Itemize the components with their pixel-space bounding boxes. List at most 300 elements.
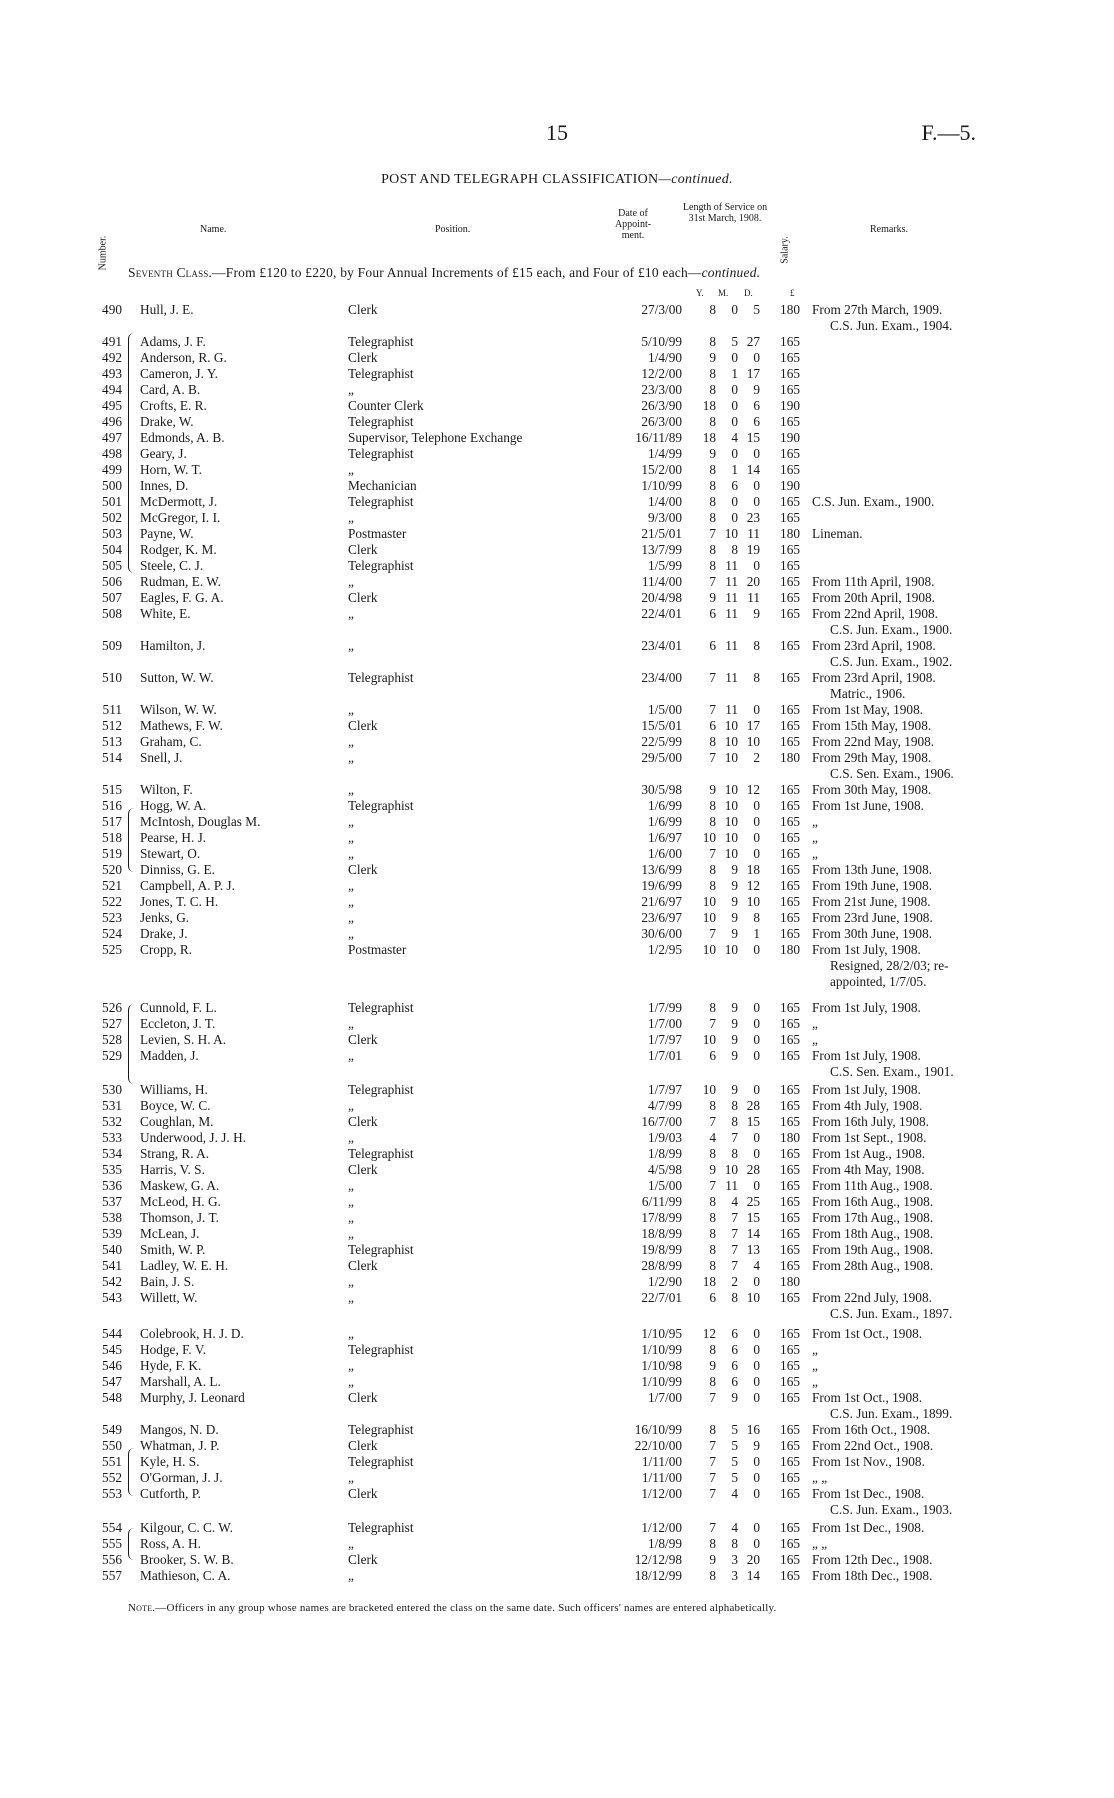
row-position: Supervisor, Telephone Exchange	[348, 430, 523, 445]
row-position: Telegraphist	[348, 446, 414, 461]
row-number: 537	[102, 1194, 122, 1209]
row-remarks: From 13th June, 1908.	[812, 862, 933, 877]
row-months: 0	[731, 446, 738, 461]
row-date: 1/6/99	[648, 814, 682, 829]
row-days: 0	[753, 1342, 760, 1357]
row-months: 10	[724, 814, 738, 829]
page-number: 15	[546, 120, 568, 145]
table-row	[0, 350, 1114, 366]
row-days: 0	[753, 1326, 760, 1341]
row-months: 5	[731, 1470, 738, 1485]
row-remarks: From 15th May, 1908.	[812, 718, 932, 733]
row-position: „	[348, 1374, 354, 1389]
row-number: 548	[102, 1390, 122, 1405]
row-months: 4	[731, 1520, 738, 1535]
row-months: 7	[731, 1242, 738, 1257]
row-name: Rodger, K. M.	[140, 542, 217, 557]
row-date: 1/6/00	[648, 846, 682, 861]
row-months: 9	[731, 878, 738, 893]
row-salary: 165	[780, 1098, 800, 1113]
row-position: Clerk	[348, 590, 378, 605]
row-date: 15/5/01	[641, 718, 682, 733]
row-position: Telegraphist	[348, 1454, 414, 1469]
row-remarks: „	[812, 830, 818, 845]
table-row	[0, 398, 1114, 414]
table-row	[0, 1130, 1114, 1146]
row-years: 18	[702, 398, 716, 413]
row-days: 12	[746, 878, 760, 893]
table-row	[0, 478, 1114, 494]
row-position: „	[348, 1210, 354, 1225]
row-name: McLeod, H. G.	[140, 1194, 221, 1209]
row-years: 7	[709, 926, 716, 941]
table-row	[0, 558, 1114, 574]
row-salary: 190	[780, 398, 800, 413]
row-date: 29/5/00	[641, 750, 682, 765]
row-date: 12/2/00	[641, 366, 682, 381]
row-date: 1/7/99	[648, 1000, 682, 1015]
row-remarks-continued: C.S. Jun. Exam., 1904.	[830, 318, 953, 333]
row-days: 0	[753, 1048, 760, 1063]
table-row	[0, 302, 1114, 318]
row-name: Mathieson, C. A.	[140, 1568, 231, 1583]
row-salary: 165	[780, 798, 800, 813]
row-name: Eccleton, J. T.	[140, 1016, 216, 1031]
table-row	[0, 862, 1114, 878]
row-number: 552	[102, 1470, 122, 1485]
row-months: 5	[731, 1454, 738, 1469]
row-position: Postmaster	[348, 526, 407, 541]
class-label: Seventh Class.	[128, 265, 213, 280]
row-salary: 165	[780, 1342, 800, 1357]
row-position: Telegraphist	[348, 414, 414, 429]
row-remarks-continued: Resigned, 28/2/03; re-	[830, 958, 949, 973]
row-salary: 165	[780, 1178, 800, 1193]
row-remarks: From 1st July, 1908.	[812, 1082, 921, 1097]
row-days: 0	[753, 1470, 760, 1485]
table-row	[0, 910, 1114, 926]
row-salary: 180	[780, 302, 800, 317]
row-salary: 165	[780, 1358, 800, 1373]
row-name: McLean, J.	[140, 1226, 200, 1241]
row-months: 0	[731, 398, 738, 413]
row-date: 4/7/99	[648, 1098, 682, 1113]
row-days: 19	[746, 542, 760, 557]
row-years: 7	[709, 750, 716, 765]
row-salary: 165	[780, 846, 800, 861]
table-row	[0, 798, 1114, 814]
row-date: 26/3/00	[641, 414, 682, 429]
row-date: 22/5/99	[641, 734, 682, 749]
row-days: 0	[753, 1146, 760, 1161]
row-years: 8	[709, 1342, 716, 1357]
row-position: „	[348, 382, 354, 397]
row-name: Wilton, F.	[140, 782, 193, 797]
row-remarks: From 1st Nov., 1908.	[812, 1454, 925, 1469]
row-name: Cunnold, F. L.	[140, 1000, 217, 1015]
row-months: 6	[731, 1326, 738, 1341]
table-row	[0, 1146, 1114, 1162]
row-years: 10	[702, 1082, 716, 1097]
row-name: Eagles, F. G. A.	[140, 590, 224, 605]
table-row	[0, 446, 1114, 462]
row-remarks: From 30th June, 1908.	[812, 926, 933, 941]
row-position: Clerk	[348, 1552, 378, 1567]
table-row	[0, 750, 1114, 766]
row-number: 541	[102, 1258, 122, 1273]
row-position: Clerk	[348, 1032, 378, 1047]
row-number: 525	[102, 942, 122, 957]
row-remarks: „	[812, 1032, 818, 1047]
row-months: 10	[724, 1162, 738, 1177]
table-row	[0, 1486, 1114, 1502]
row-number: 551	[102, 1454, 122, 1469]
row-remarks: From 12th Dec., 1908.	[812, 1552, 933, 1567]
row-date: 22/4/01	[641, 606, 682, 621]
row-date: 1/6/97	[648, 830, 682, 845]
row-number: 491	[102, 334, 122, 349]
row-name: Ladley, W. E. H.	[140, 1258, 229, 1273]
row-years: 8	[709, 478, 716, 493]
row-name: O'Gorman, J. J.	[140, 1470, 223, 1485]
table-row	[0, 1290, 1114, 1306]
row-remarks: „ „	[812, 1536, 828, 1551]
row-days: 8	[753, 638, 760, 653]
row-position: „	[348, 606, 354, 621]
row-position: Clerk	[348, 302, 378, 317]
row-position: Telegraphist	[348, 1000, 414, 1015]
row-position: Telegraphist	[348, 366, 414, 381]
table-row	[0, 1162, 1114, 1178]
row-days: 23	[746, 510, 760, 525]
row-number: 554	[102, 1520, 122, 1535]
row-position: Clerk	[348, 1162, 378, 1177]
row-number: 500	[102, 478, 122, 493]
row-months: 0	[731, 494, 738, 509]
row-years: 8	[709, 1210, 716, 1225]
row-number: 544	[102, 1326, 122, 1341]
row-date: 30/6/00	[641, 926, 682, 941]
row-salary: 165	[780, 366, 800, 381]
row-remarks: From 28th Aug., 1908.	[812, 1258, 934, 1273]
header-salary-text: Salary.	[779, 236, 791, 264]
row-name: Stewart, O.	[140, 846, 201, 861]
row-remarks: From 1st Dec., 1908.	[812, 1520, 925, 1535]
table-row	[0, 462, 1114, 478]
row-date: 1/7/00	[648, 1390, 682, 1405]
row-months: 0	[731, 510, 738, 525]
row-years: 8	[709, 1258, 716, 1273]
row-name: Adams, J. F.	[140, 334, 206, 349]
row-number: 502	[102, 510, 122, 525]
row-position: Clerk	[348, 718, 378, 733]
row-remarks: From 21st June, 1908.	[812, 894, 931, 909]
row-salary: 165	[780, 1032, 800, 1047]
row-date: 19/6/99	[641, 878, 682, 893]
row-years: 7	[709, 526, 716, 541]
row-number: 515	[102, 782, 122, 797]
row-days: 11	[747, 590, 760, 605]
row-years: 8	[709, 862, 716, 877]
row-remarks: „	[812, 1342, 818, 1357]
row-date: 9/3/00	[648, 510, 682, 525]
row-date: 28/8/99	[641, 1258, 682, 1273]
row-days: 14	[746, 1568, 760, 1583]
row-months: 10	[724, 718, 738, 733]
row-days: 0	[753, 846, 760, 861]
row-years: 8	[709, 1536, 716, 1551]
row-salary: 165	[780, 1258, 800, 1273]
unit-months: M.	[718, 288, 729, 298]
row-position: Telegraphist	[348, 1342, 414, 1357]
row-position: Clerk	[348, 542, 378, 557]
row-date: 23/4/01	[641, 638, 682, 653]
row-days: 28	[746, 1098, 760, 1113]
row-days: 28	[746, 1162, 760, 1177]
table-row	[0, 510, 1114, 526]
row-years: 8	[709, 1098, 716, 1113]
row-remarks: „ „	[812, 1470, 828, 1485]
row-number: 517	[102, 814, 122, 829]
row-number: 526	[102, 1000, 122, 1015]
row-years: 6	[709, 606, 716, 621]
row-years: 9	[709, 350, 716, 365]
row-months: 9	[731, 1000, 738, 1015]
row-months: 6	[731, 478, 738, 493]
row-position: „	[348, 702, 354, 717]
row-months: 5	[731, 1438, 738, 1453]
row-years: 8	[709, 558, 716, 573]
row-years: 7	[709, 1390, 716, 1405]
row-days: 0	[753, 1486, 760, 1501]
row-remarks: From 29th May, 1908.	[812, 750, 932, 765]
row-date: 1/10/99	[641, 1342, 682, 1357]
row-name: Mathews, F. W.	[140, 718, 223, 733]
row-position: „	[348, 1358, 354, 1373]
row-number: 504	[102, 542, 122, 557]
row-name: Graham, C.	[140, 734, 202, 749]
row-name: Horn, W. T.	[140, 462, 202, 477]
row-remarks: C.S. Jun. Exam., 1900.	[812, 494, 935, 509]
row-number: 555	[102, 1536, 122, 1551]
row-days: 10	[746, 1290, 760, 1305]
unit-years: Y.	[696, 288, 704, 298]
row-days: 9	[753, 1438, 760, 1453]
row-date: 22/10/00	[634, 1438, 682, 1453]
row-remarks: From 18th Aug., 1908.	[812, 1226, 934, 1241]
row-position: Telegraphist	[348, 558, 414, 573]
row-years: 7	[709, 1016, 716, 1031]
row-name: Kilgour, C. C. W.	[140, 1520, 233, 1535]
row-name: Card, A. B.	[140, 382, 201, 397]
row-position: „	[348, 1326, 354, 1341]
table-row	[0, 942, 1114, 958]
row-remarks: Lineman.	[812, 526, 863, 541]
row-remarks: From 1st July, 1908.	[812, 1000, 921, 1015]
row-position: Clerk	[348, 1438, 378, 1453]
row-remarks: From 23rd April, 1908.	[812, 670, 936, 685]
row-number: 496	[102, 414, 122, 429]
row-remarks: From 23rd June, 1908.	[812, 910, 933, 925]
row-years: 8	[709, 542, 716, 557]
row-date: 1/4/99	[648, 446, 682, 461]
row-name: Bain, J. S.	[140, 1274, 195, 1289]
row-name: Jenks, G.	[140, 910, 190, 925]
row-days: 0	[753, 558, 760, 573]
row-days: 15	[746, 1210, 760, 1225]
row-salary: 165	[780, 1162, 800, 1177]
row-name: Hamilton, J.	[140, 638, 206, 653]
table-row	[0, 1470, 1114, 1486]
row-remarks-continued: C.S. Jun. Exam., 1899.	[830, 1406, 953, 1421]
row-number: 516	[102, 798, 122, 813]
row-years: 10	[702, 942, 716, 957]
row-name: Steele, C. J.	[140, 558, 204, 573]
row-date: 13/6/99	[641, 862, 682, 877]
row-number: 535	[102, 1162, 122, 1177]
row-number: 503	[102, 526, 122, 541]
row-position: „	[348, 830, 354, 845]
row-salary: 165	[780, 606, 800, 621]
row-name: Colebrook, H. J. D.	[140, 1326, 244, 1341]
table-row	[0, 1438, 1114, 1454]
row-number: 524	[102, 926, 122, 941]
row-months: 0	[731, 302, 738, 317]
row-date: 22/7/01	[641, 1290, 682, 1305]
row-salary: 165	[780, 862, 800, 877]
row-date: 4/5/98	[648, 1162, 682, 1177]
row-remarks: From 1st Aug., 1908.	[812, 1146, 926, 1161]
header-remarks: Remarks.	[870, 224, 909, 235]
header-length: Length of Service on 31st March, 1908.	[682, 202, 768, 224]
row-months: 10	[724, 798, 738, 813]
row-position: „	[348, 574, 354, 589]
row-remarks: From 19th Aug., 1908.	[812, 1242, 934, 1257]
table-row	[0, 1274, 1114, 1290]
row-number: 512	[102, 718, 122, 733]
row-number: 534	[102, 1146, 122, 1161]
row-months: 4	[731, 1194, 738, 1209]
row-days: 16	[746, 1422, 760, 1437]
row-months: 11	[725, 702, 738, 717]
row-date: 1/12/00	[641, 1520, 682, 1535]
row-days: 12	[746, 782, 760, 797]
row-remarks: From 1st Oct., 1908.	[812, 1390, 923, 1405]
row-remarks: From 11th April, 1908.	[812, 574, 935, 589]
row-days: 6	[753, 414, 760, 429]
row-months: 11	[725, 638, 738, 653]
row-months: 6	[731, 1342, 738, 1357]
row-date: 27/3/00	[641, 302, 682, 317]
row-position: Clerk	[348, 350, 378, 365]
row-date: 1/5/99	[648, 558, 682, 573]
row-date: 16/10/99	[634, 1422, 682, 1437]
row-name: Strang, R. A.	[140, 1146, 210, 1161]
row-position: „	[348, 1290, 354, 1305]
row-date: 1/11/00	[641, 1454, 682, 1469]
row-date: 1/10/99	[641, 478, 682, 493]
table-row	[0, 1016, 1114, 1032]
row-days: 15	[746, 1114, 760, 1129]
table-row	[0, 1258, 1114, 1274]
row-years: 7	[709, 846, 716, 861]
row-days: 0	[753, 1520, 760, 1535]
row-days: 0	[753, 942, 760, 957]
row-date: 1/8/99	[648, 1146, 682, 1161]
row-years: 8	[709, 734, 716, 749]
row-years: 8	[709, 494, 716, 509]
row-days: 8	[753, 910, 760, 925]
row-days: 0	[753, 1358, 760, 1373]
row-number: 493	[102, 366, 122, 381]
table-row	[0, 670, 1114, 686]
row-date: 1/5/00	[648, 1178, 682, 1193]
row-years: 10	[702, 894, 716, 909]
row-position: „	[348, 782, 354, 797]
row-days: 0	[753, 494, 760, 509]
row-position: Clerk	[348, 1258, 378, 1273]
row-months: 10	[724, 734, 738, 749]
table-row	[0, 1082, 1114, 1098]
row-date: 1/10/99	[641, 1374, 682, 1389]
row-months: 8	[731, 542, 738, 557]
row-name: Snell, J.	[140, 750, 183, 765]
row-position: „	[348, 1194, 354, 1209]
row-position: Telegraphist	[348, 1422, 414, 1437]
row-years: 7	[709, 702, 716, 717]
table-row	[0, 1178, 1114, 1194]
row-salary: 165	[780, 1082, 800, 1097]
row-salary: 165	[780, 878, 800, 893]
row-days: 0	[753, 830, 760, 845]
row-months: 11	[725, 574, 738, 589]
row-salary: 165	[780, 894, 800, 909]
row-years: 8	[709, 878, 716, 893]
row-years: 7	[709, 574, 716, 589]
row-date: 1/2/95	[648, 942, 682, 957]
table-row	[0, 590, 1114, 606]
row-salary: 190	[780, 430, 800, 445]
row-months: 8	[731, 1536, 738, 1551]
row-name: Crofts, E. R.	[140, 398, 207, 413]
row-months: 9	[731, 1082, 738, 1097]
row-days: 0	[753, 1082, 760, 1097]
row-days: 0	[753, 1000, 760, 1015]
row-name: Drake, J.	[140, 926, 188, 941]
row-number: 508	[102, 606, 122, 621]
table-row	[0, 494, 1114, 510]
table-row	[0, 1358, 1114, 1374]
row-days: 10	[746, 894, 760, 909]
row-days: 27	[746, 334, 760, 349]
row-years: 18	[702, 430, 716, 445]
row-salary: 165	[780, 334, 800, 349]
row-position: „	[348, 894, 354, 909]
group-bracket	[128, 1004, 134, 1084]
row-remarks: From 16th Aug., 1908.	[812, 1194, 934, 1209]
title-suffix: —continued.	[658, 172, 733, 187]
row-date: 18/8/99	[641, 1226, 682, 1241]
row-name: Hodge, F. V.	[140, 1342, 207, 1357]
row-position: „	[348, 1016, 354, 1031]
row-number: 522	[102, 894, 122, 909]
row-days: 11	[747, 526, 760, 541]
row-months: 9	[731, 910, 738, 925]
row-position: „	[348, 1274, 354, 1289]
row-years: 8	[709, 1226, 716, 1241]
row-date: 1/10/98	[641, 1358, 682, 1373]
row-salary: 165	[780, 1536, 800, 1551]
